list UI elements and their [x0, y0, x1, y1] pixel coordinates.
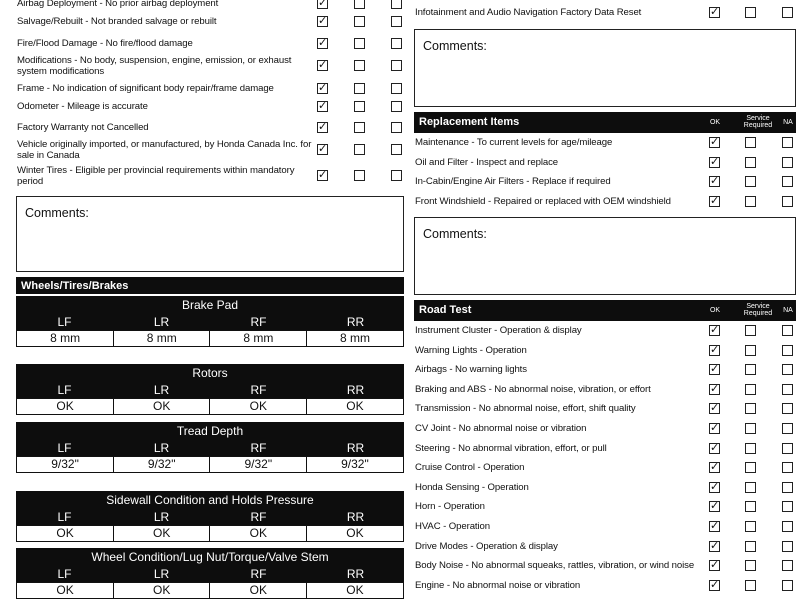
service-required-checkbox[interactable] [745, 521, 756, 532]
ok-checkbox[interactable] [709, 482, 720, 493]
position-label: LR [153, 510, 170, 524]
checklist-item-label: Factory Warranty not Cancelled [17, 122, 149, 133]
checklist-item-label: Drive Modes - Operation & display [415, 540, 558, 552]
na-checkbox[interactable] [782, 541, 793, 552]
na-checkbox[interactable] [782, 325, 793, 336]
checklist-item-label: Modifications - No body, suspension, engine, emission, or exhaust system modifications [17, 55, 292, 77]
position-label: RR [346, 510, 365, 524]
service-required-checkbox[interactable] [745, 580, 756, 591]
ok-checkbox[interactable] [317, 83, 328, 94]
ok-checkbox[interactable] [709, 541, 720, 552]
position-label: RF [250, 315, 267, 329]
checklist-item-label: Airbag Deployment - No prior airbag deployment [17, 0, 219, 9]
service-required-checkbox[interactable] [745, 7, 756, 18]
tread-depth-table [16, 422, 404, 475]
col-ok-label: OK [709, 119, 721, 126]
measurement-value[interactable]: OK [306, 525, 404, 542]
measurement-value[interactable]: OK [306, 398, 404, 415]
replacement-items-title: Replacement Items [419, 116, 520, 128]
position-label: RR [346, 315, 365, 329]
service-required-checkbox[interactable] [745, 325, 756, 336]
checklist-item-label: Oil and Filter - Inspect and replace [415, 156, 559, 168]
service-required-checkbox[interactable] [745, 196, 756, 207]
service-required-checkbox[interactable] [354, 83, 365, 94]
na-checkbox[interactable] [782, 443, 793, 454]
road-test-header [414, 300, 796, 321]
service-required-checkbox[interactable] [354, 170, 365, 181]
measurement-value[interactable]: OK [209, 582, 307, 599]
wheel-condition-table [16, 548, 404, 601]
ok-checkbox[interactable] [317, 122, 328, 133]
col-ok-label: OK [709, 307, 721, 314]
checklist-item-label: Infotainment and Audio Navigation Factory Data Reset [415, 7, 642, 18]
checklist-item-label: Braking and ABS - No abnormal noise, vibration, or effort [415, 383, 651, 395]
na-checkbox[interactable] [391, 38, 402, 49]
na-checkbox[interactable] [391, 170, 402, 181]
checklist-item-label: Odometer - Mileage is accurate [17, 101, 148, 112]
ok-checkbox[interactable] [709, 325, 720, 336]
na-checkbox[interactable] [782, 157, 793, 168]
na-checkbox[interactable] [782, 196, 793, 207]
position-label: LF [57, 383, 72, 397]
replacement-items-header [414, 112, 796, 133]
measurement-value[interactable]: OK [209, 398, 307, 415]
service-required-checkbox[interactable] [745, 364, 756, 375]
measurement-value[interactable]: 9/32" [113, 456, 211, 473]
na-checkbox[interactable] [782, 384, 793, 395]
service-required-checkbox[interactable] [354, 38, 365, 49]
checklist-item-label: Body Noise - No abnormal squeaks, rattles, vibration, or wind noise [415, 560, 695, 572]
ok-checkbox[interactable] [709, 384, 720, 395]
na-checkbox[interactable] [782, 345, 793, 356]
right-comments-box-2[interactable] [414, 217, 796, 295]
rotors-title: Rotors [16, 364, 404, 382]
checklist-item-label: Maintenance - To current levels for age/mileage [415, 137, 613, 148]
measurement-value[interactable]: OK [113, 525, 211, 542]
checklist-item-label: Winter Tires - Eligible per provincial requirements within mandatory period [17, 165, 295, 187]
ok-checkbox[interactable] [317, 0, 328, 9]
ok-checkbox[interactable] [709, 176, 720, 187]
service-required-checkbox[interactable] [354, 0, 365, 9]
position-label: LF [57, 510, 72, 524]
na-checkbox[interactable] [391, 83, 402, 94]
measurement-value[interactable]: OK [113, 398, 211, 415]
position-label: LR [153, 567, 170, 581]
na-checkbox[interactable] [782, 176, 793, 187]
na-checkbox[interactable] [782, 462, 793, 473]
ok-checkbox[interactable] [709, 521, 720, 532]
na-checkbox[interactable] [782, 137, 793, 148]
rotors-table [16, 364, 404, 417]
checklist-item-label: Steering - No abnormal vibration, effort, or pull [415, 442, 607, 454]
na-checkbox[interactable] [391, 16, 402, 27]
wheel-condition-title: Wheel Condition/Lug Nut/Torque/Valve Stem [16, 548, 404, 566]
service-required-checkbox[interactable] [745, 560, 756, 571]
service-required-checkbox[interactable] [745, 176, 756, 187]
na-checkbox[interactable] [782, 7, 793, 18]
measurement-value[interactable]: OK [113, 582, 211, 599]
measurement-value[interactable]: 8 mm [113, 330, 211, 347]
position-label: LR [153, 315, 170, 329]
checklist-item-label: Warning Lights - Operation [415, 344, 527, 356]
position-label: RF [250, 510, 267, 524]
service-required-checkbox[interactable] [745, 482, 756, 493]
position-label: RF [250, 441, 267, 455]
checklist-item-label: HVAC - Operation [415, 521, 490, 532]
measurement-value[interactable]: OK [209, 525, 307, 542]
position-label: RF [250, 567, 267, 581]
service-required-checkbox[interactable] [354, 101, 365, 112]
position-label: RF [250, 383, 267, 397]
ok-checkbox[interactable] [709, 137, 720, 148]
checklist-item-label: Instrument Cluster - Operation & display [415, 325, 582, 336]
na-checkbox[interactable] [391, 122, 402, 133]
service-required-checkbox[interactable] [745, 137, 756, 148]
na-checkbox[interactable] [391, 60, 402, 71]
service-required-checkbox[interactable] [354, 16, 365, 27]
measurement-value[interactable]: OK [16, 398, 114, 415]
ok-checkbox[interactable] [709, 196, 720, 207]
ok-checkbox[interactable] [317, 16, 328, 27]
service-required-checkbox[interactable] [745, 541, 756, 552]
ok-checkbox[interactable] [709, 345, 720, 356]
checklist-item-label: Fire/Flood Damage - No fire/flood damage [17, 38, 193, 49]
position-label: LF [57, 315, 72, 329]
na-checkbox[interactable] [782, 521, 793, 532]
measurement-value[interactable]: 9/32" [306, 456, 404, 473]
col-service-label: Service Required [743, 115, 773, 129]
ok-checkbox[interactable] [317, 38, 328, 49]
road-test-title: Road Test [419, 304, 472, 316]
service-required-checkbox[interactable] [745, 403, 756, 414]
ok-checkbox[interactable] [317, 60, 328, 71]
service-required-checkbox[interactable] [354, 122, 365, 133]
ok-checkbox[interactable] [709, 580, 720, 591]
service-required-checkbox[interactable] [745, 443, 756, 454]
checklist-item-label: Transmission - No abnormal noise, effort, shift quality [415, 403, 636, 415]
measurement-value[interactable]: 9/32" [16, 456, 114, 473]
measurement-value[interactable]: OK [16, 582, 114, 599]
service-required-checkbox[interactable] [745, 345, 756, 356]
ok-checkbox[interactable] [709, 560, 720, 571]
measurement-value[interactable]: 8 mm [306, 330, 404, 347]
checklist-item-label: Horn - Operation [415, 501, 485, 513]
comments-label: Comments: [423, 39, 487, 53]
ok-checkbox[interactable] [709, 403, 720, 414]
service-required-checkbox[interactable] [354, 144, 365, 155]
position-label: LR [153, 383, 170, 397]
comments-label: Comments: [25, 206, 89, 220]
checklist-item-label: Honda Sensing - Operation [415, 481, 529, 493]
checklist-item-label: Vehicle originally imported, or manufactured, by Honda Canada Inc. for sale in Canada [17, 139, 312, 161]
checklist-item-label: CV Joint - No abnormal noise or vibration [415, 423, 587, 434]
ok-checkbox[interactable] [317, 144, 328, 155]
checklist-item-label: Front Windshield - Repaired or replaced with OEM windshield [415, 196, 671, 208]
ok-checkbox[interactable] [317, 170, 328, 181]
col-service-label: Service Required [743, 303, 773, 317]
checklist-item-label: In-Cabin/Engine Air Filters - Replace if required [415, 176, 611, 188]
ok-checkbox[interactable] [709, 423, 720, 434]
left-comments-box[interactable] [16, 196, 404, 272]
service-required-checkbox[interactable] [745, 384, 756, 395]
service-required-checkbox[interactable] [745, 501, 756, 512]
na-checkbox[interactable] [782, 403, 793, 414]
ok-checkbox[interactable] [709, 157, 720, 168]
position-label: LF [57, 441, 72, 455]
tread-depth-title: Tread Depth [16, 422, 404, 440]
measurement-value[interactable]: 8 mm [16, 330, 114, 347]
na-checkbox[interactable] [391, 144, 402, 155]
checklist-item-label: Engine - No abnormal noise or vibration [415, 579, 581, 591]
measurement-value[interactable]: 9/32" [209, 456, 307, 473]
na-checkbox[interactable] [782, 423, 793, 434]
brake-pad-title: Brake Pad [16, 296, 404, 314]
position-label: RR [346, 383, 365, 397]
sidewall-title: Sidewall Condition and Holds Pressure [16, 491, 404, 509]
na-checkbox[interactable] [391, 0, 402, 9]
service-required-checkbox[interactable] [745, 157, 756, 168]
ok-checkbox[interactable] [709, 462, 720, 473]
wheels-title: Wheels/Tires/Brakes [21, 280, 129, 292]
ok-checkbox[interactable] [317, 101, 328, 112]
col-na-label: NA [783, 119, 793, 126]
checklist-item-label: Frame - No indication of significant body repair/frame damage [17, 83, 274, 94]
position-label: LF [57, 567, 72, 581]
measurement-value[interactable]: 8 mm [209, 330, 307, 347]
na-checkbox[interactable] [391, 101, 402, 112]
na-checkbox[interactable] [782, 560, 793, 571]
na-checkbox[interactable] [782, 364, 793, 375]
wheels-header [16, 277, 404, 294]
ok-checkbox[interactable] [709, 501, 720, 512]
na-checkbox[interactable] [782, 501, 793, 512]
col-na-label: NA [783, 307, 793, 314]
na-checkbox[interactable] [782, 580, 793, 591]
service-required-checkbox[interactable] [745, 423, 756, 434]
ok-checkbox[interactable] [709, 7, 720, 18]
position-label: RR [346, 567, 365, 581]
right-comments-box-1[interactable] [414, 29, 796, 107]
brake-pad-table [16, 296, 404, 349]
ok-checkbox[interactable] [709, 443, 720, 454]
comments-label: Comments: [423, 227, 487, 241]
checklist-item-label: Airbags - No warning lights [415, 364, 527, 376]
ok-checkbox[interactable] [709, 364, 720, 375]
measurement-value[interactable]: OK [306, 582, 404, 599]
position-label: LR [153, 441, 170, 455]
checklist-item-label: Salvage/Rebuilt - Not branded salvage or rebuilt [17, 16, 217, 27]
position-label: RR [346, 441, 365, 455]
na-checkbox[interactable] [782, 482, 793, 493]
checklist-item-label: Cruise Control - Operation [415, 462, 525, 474]
measurement-value[interactable]: OK [16, 525, 114, 542]
service-required-checkbox[interactable] [745, 462, 756, 473]
sidewall-table [16, 491, 404, 544]
service-required-checkbox[interactable] [354, 60, 365, 71]
